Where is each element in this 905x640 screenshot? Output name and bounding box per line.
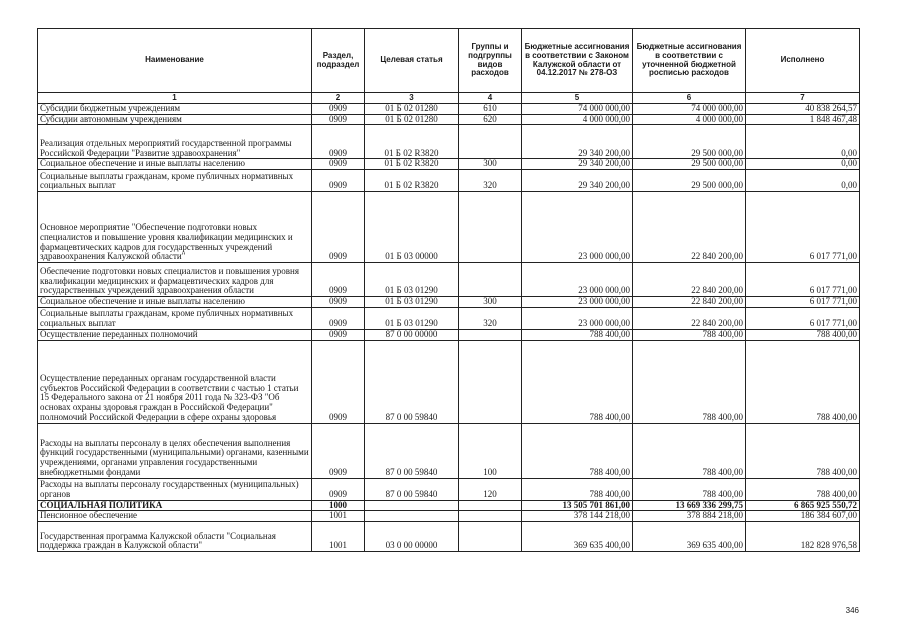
- table-row: [38, 329, 860, 340]
- column-number-row: [38, 93, 860, 104]
- row-section: 0909: [312, 192, 365, 263]
- table-row: [38, 125, 860, 159]
- row-revised-amount: 4 000 000,00: [633, 114, 746, 125]
- table-row: [38, 478, 860, 500]
- row-executed-amount: 40 838 264,57: [746, 104, 860, 115]
- row-group: [459, 522, 522, 552]
- row-article: 01 Б 02 01280: [365, 104, 459, 115]
- col-number: 6: [633, 93, 746, 104]
- row-section: 0909: [312, 114, 365, 125]
- row-revised-amount: 788 400,00: [633, 329, 746, 340]
- header-law: Бюджетные ассигнования в соответствии с Законом Калужской области от 04.12.2017 № 278-ОЗ: [522, 29, 633, 93]
- row-article: 01 Б 02 R3820: [365, 125, 459, 159]
- row-section: 0909: [312, 329, 365, 340]
- row-article: 87 0 00 59840: [365, 478, 459, 500]
- table-body: [38, 104, 860, 552]
- row-executed-amount: 6 017 771,00: [746, 263, 860, 297]
- row-law-amount: 23 000 000,00: [522, 192, 633, 263]
- row-section: 0909: [312, 263, 365, 297]
- row-group: [459, 340, 522, 423]
- row-name: Социальное обеспечение и иные выплаты населению: [38, 159, 312, 170]
- row-group: [459, 263, 522, 297]
- table-row: [38, 170, 860, 192]
- row-executed-amount: 6 017 771,00: [746, 297, 860, 308]
- row-section: 1001: [312, 522, 365, 552]
- table-row: [38, 114, 860, 125]
- row-article: 01 Б 03 01290: [365, 307, 459, 329]
- col-number: 1: [38, 93, 312, 104]
- row-revised-amount: 22 840 200,00: [633, 263, 746, 297]
- row-article: 01 Б 03 01290: [365, 263, 459, 297]
- row-group: 300: [459, 297, 522, 308]
- col-number: 7: [746, 93, 860, 104]
- row-revised-amount: 74 000 000,00: [633, 104, 746, 115]
- page-number: 346: [845, 606, 859, 615]
- row-name: Субсидии бюджетным учреждениям: [38, 104, 312, 115]
- row-group: [459, 511, 522, 522]
- row-section: 0909: [312, 423, 365, 478]
- table-row: [38, 522, 860, 552]
- row-article: 03 0 00 00000: [365, 522, 459, 552]
- row-revised-amount: 13 669 336 299,75: [633, 500, 746, 511]
- row-law-amount: 29 340 200,00: [522, 125, 633, 159]
- table-header: [38, 29, 860, 104]
- table-row: [38, 500, 860, 511]
- row-law-amount: 369 635 400,00: [522, 522, 633, 552]
- row-law-amount: 74 000 000,00: [522, 104, 633, 115]
- row-group: [459, 125, 522, 159]
- row-executed-amount: 788 400,00: [746, 423, 860, 478]
- row-revised-amount: 369 635 400,00: [633, 522, 746, 552]
- table-row: [38, 340, 860, 423]
- header-executed: Исполнено: [746, 29, 860, 93]
- row-executed-amount: 0,00: [746, 170, 860, 192]
- row-group: 320: [459, 170, 522, 192]
- row-executed-amount: 788 400,00: [746, 329, 860, 340]
- row-name: Осуществление переданных полномочий: [38, 329, 312, 340]
- row-name: Пенсионное обеспечение: [38, 511, 312, 522]
- row-law-amount: 13 505 701 861,00: [522, 500, 633, 511]
- row-executed-amount: 6 017 771,00: [746, 307, 860, 329]
- row-revised-amount: 29 500 000,00: [633, 159, 746, 170]
- table-row: [38, 297, 860, 308]
- row-revised-amount: 788 400,00: [633, 340, 746, 423]
- row-revised-amount: 22 840 200,00: [633, 307, 746, 329]
- row-section: 0909: [312, 159, 365, 170]
- row-name: Социальное обеспечение и иные выплаты населению: [38, 297, 312, 308]
- row-article: 87 0 00 00000: [365, 329, 459, 340]
- row-article: 01 Б 02 01280: [365, 114, 459, 125]
- header-row: [38, 29, 860, 93]
- row-name: Социальные выплаты гражданам, кроме публичных нормативных социальных выплат: [38, 170, 312, 192]
- row-executed-amount: 186 384 607,00: [746, 511, 860, 522]
- row-name: Осуществление переданных органам государственной власти субъектов Российской Федерации в соответствии с частью 1 статьи 15 Федерального закона от 21 ноября 2011 года № 323-ФЗ "Об основах охраны здоровья граждан в Российской Федерации" полномочий Российской Федерации в сфере охраны здоровья: [38, 340, 312, 423]
- table-row: [38, 192, 860, 263]
- row-law-amount: 23 000 000,00: [522, 307, 633, 329]
- row-law-amount: 788 400,00: [522, 329, 633, 340]
- row-section: 1001: [312, 511, 365, 522]
- row-law-amount: 788 400,00: [522, 340, 633, 423]
- row-section: 0909: [312, 307, 365, 329]
- budget-table: [37, 28, 860, 552]
- row-executed-amount: 6 865 925 550,72: [746, 500, 860, 511]
- row-executed-amount: 788 400,00: [746, 478, 860, 500]
- row-law-amount: 23 000 000,00: [522, 263, 633, 297]
- table-row: [38, 423, 860, 478]
- row-article: 01 Б 02 R3820: [365, 159, 459, 170]
- row-name: Реализация отдельных мероприятий государственной программы Российской Федерации "Развитие здравоохранения": [38, 125, 312, 159]
- row-law-amount: 788 400,00: [522, 423, 633, 478]
- row-revised-amount: 378 884 218,00: [633, 511, 746, 522]
- header-section: Раздел, подраздел: [312, 29, 365, 93]
- col-number: 3: [365, 93, 459, 104]
- row-section: 1000: [312, 500, 365, 511]
- row-revised-amount: 29 500 000,00: [633, 125, 746, 159]
- col-number: 2: [312, 93, 365, 104]
- row-executed-amount: 1 848 467,48: [746, 114, 860, 125]
- row-name: Государственная программа Калужской области "Социальная поддержка граждан в Калужской области": [38, 522, 312, 552]
- row-name: Расходы на выплаты персоналу в целях обеспечения выполнения функций государственными (муниципальными) органами, казенными учреждениями, органами управления государственными внебюджетными фондами: [38, 423, 312, 478]
- row-executed-amount: 788 400,00: [746, 340, 860, 423]
- row-article: 01 Б 02 R3820: [365, 170, 459, 192]
- row-group: 320: [459, 307, 522, 329]
- col-number: 4: [459, 93, 522, 104]
- row-law-amount: 29 340 200,00: [522, 170, 633, 192]
- header-revised: Бюджетные ассигнования в соответствии с уточненной бюджетной росписью расходов: [633, 29, 746, 93]
- row-article: 01 Б 03 01290: [365, 297, 459, 308]
- row-executed-amount: 182 828 976,58: [746, 522, 860, 552]
- row-name: СОЦИАЛЬНАЯ ПОЛИТИКА: [38, 500, 312, 511]
- row-name: Субсидии автономным учреждениям: [38, 114, 312, 125]
- table-row: [38, 159, 860, 170]
- row-article: [365, 500, 459, 511]
- row-executed-amount: 0,00: [746, 159, 860, 170]
- row-name: Основное мероприятие "Обеспечение подготовки новых специалистов и повышение уровня квалификации медицинских и фармацевтических кадров для государственных учреждений здравоохранения Калужской области": [38, 192, 312, 263]
- row-section: 0909: [312, 478, 365, 500]
- row-group: [459, 500, 522, 511]
- header-name: Наименование: [38, 29, 312, 93]
- row-law-amount: 23 000 000,00: [522, 297, 633, 308]
- row-revised-amount: 29 500 000,00: [633, 170, 746, 192]
- row-section: 0909: [312, 170, 365, 192]
- row-group: [459, 192, 522, 263]
- row-group: [459, 329, 522, 340]
- row-law-amount: 4 000 000,00: [522, 114, 633, 125]
- row-group: 620: [459, 114, 522, 125]
- row-law-amount: 788 400,00: [522, 478, 633, 500]
- row-group: 120: [459, 478, 522, 500]
- row-article: 87 0 00 59840: [365, 340, 459, 423]
- row-executed-amount: 6 017 771,00: [746, 192, 860, 263]
- row-article: [365, 511, 459, 522]
- row-section: 0909: [312, 104, 365, 115]
- row-name: Социальные выплаты гражданам, кроме публичных нормативных социальных выплат: [38, 307, 312, 329]
- row-article: 01 Б 03 00000: [365, 192, 459, 263]
- row-section: 0909: [312, 125, 365, 159]
- row-law-amount: 29 340 200,00: [522, 159, 633, 170]
- row-revised-amount: 22 840 200,00: [633, 297, 746, 308]
- row-section: 0909: [312, 340, 365, 423]
- table-row: [38, 104, 860, 115]
- row-revised-amount: 788 400,00: [633, 478, 746, 500]
- row-revised-amount: 788 400,00: [633, 423, 746, 478]
- row-group: 100: [459, 423, 522, 478]
- row-name: Обеспечение подготовки новых специалистов и повышения уровня квалификации медицинских и фармацевтических кадров для государственных учреждений здравоохранения области: [38, 263, 312, 297]
- table-row: [38, 263, 860, 297]
- row-group: 610: [459, 104, 522, 115]
- col-number: 5: [522, 93, 633, 104]
- header-article: Целевая статья: [365, 29, 459, 93]
- row-executed-amount: 0,00: [746, 125, 860, 159]
- row-name: Расходы на выплаты персоналу государственных (муниципальных) органов: [38, 478, 312, 500]
- header-group: Группы и подгруппы видов расходов: [459, 29, 522, 93]
- row-section: 0909: [312, 297, 365, 308]
- table-row: [38, 511, 860, 522]
- row-law-amount: 378 144 218,00: [522, 511, 633, 522]
- row-article: 87 0 00 59840: [365, 423, 459, 478]
- row-group: 300: [459, 159, 522, 170]
- table-row: [38, 307, 860, 329]
- row-revised-amount: 22 840 200,00: [633, 192, 746, 263]
